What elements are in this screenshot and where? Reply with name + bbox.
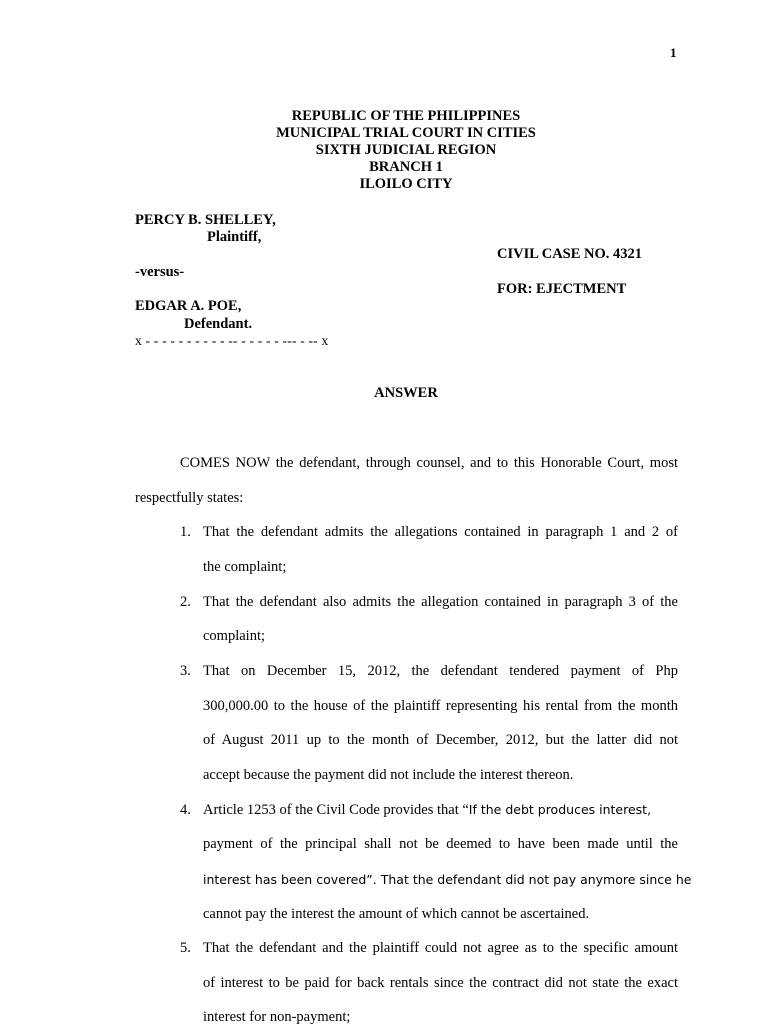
case-number: CIVIL CASE NO. 4321 <box>497 246 643 262</box>
defendant-role: Defendant. <box>184 316 253 332</box>
paragraph-number: 2. <box>180 594 191 610</box>
paragraph-number: 3. <box>180 663 191 679</box>
paragraph-line: That the defendant admits the allegations contained in paragraph 1 and 2 of <box>203 524 678 540</box>
intro-line: respectfully states: <box>135 490 244 506</box>
paragraph-number: 1. <box>180 524 191 540</box>
paragraph-line: cannot pay the interest the amount of which cannot be ascertained. <box>203 906 590 922</box>
paragraph-line: That on December 15, 2012, the defendant tendered payment of Php <box>203 663 678 679</box>
defendant-name: EDGAR A. POE, <box>135 298 242 314</box>
intro-line: COMES NOW the defendant, through counsel, and to this Honorable Court, most <box>180 455 678 471</box>
court-header-line: BRANCH 1 <box>369 159 443 175</box>
court-header-line: SIXTH JUDICIAL REGION <box>315 142 497 158</box>
court-header-line: REPUBLIC OF THE PHILIPPINES <box>291 108 521 124</box>
page-number: 1 <box>670 45 677 60</box>
case-nature: FOR: EJECTMENT <box>497 281 627 297</box>
court-header-line: ILOILO CITY <box>359 176 453 192</box>
plaintiff-role: Plaintiff, <box>207 229 262 245</box>
paragraph-number: 4. <box>180 802 191 818</box>
paragraph-line-part: Article 1253 of the Civil Code provides that “ <box>203 802 469 818</box>
document-title: ANSWER <box>374 385 438 401</box>
paragraph-line: accept because the payment did not include the interest thereon. <box>203 767 574 783</box>
paragraph-line: the complaint; <box>203 559 287 575</box>
court-header-line: MUNICIPAL TRIAL COURT IN CITIES <box>276 125 536 141</box>
paragraph-line: interest has been covered”. That the defendant did not pay anymore since he <box>203 872 692 887</box>
versus-label: -versus- <box>135 264 185 280</box>
paragraph-line: payment of the principal shall not be deemed to have been made until the <box>203 836 678 852</box>
paragraph-number: 5. <box>180 940 191 956</box>
paragraph-line: complaint; <box>203 628 266 644</box>
paragraph-line: That the defendant also admits the allegation contained in paragraph 3 of the <box>203 594 678 610</box>
paragraph-line: That the defendant and the plaintiff could not agree as to the specific amount <box>203 940 678 956</box>
court-header <box>0 108 768 193</box>
paragraph-line: 300,000.00 to the house of the plaintiff representing his rental from the month <box>203 698 678 714</box>
paragraph-line: of interest to be paid for back rentals since the contract did not state the exact <box>203 975 678 991</box>
caption-separator: x - - - - - - - - - - -- - - - - - --- - -- x <box>135 333 329 348</box>
plaintiff-name: PERCY B. SHELLEY, <box>135 212 276 228</box>
paragraph-line: of August 2011 up to the month of December, 2012, but the latter did not <box>203 732 678 748</box>
paragraph-line <box>203 802 678 819</box>
paragraph-line-part: If the debt produces interest, <box>468 802 652 817</box>
paragraph-line: interest for non-payment; <box>203 1009 351 1024</box>
